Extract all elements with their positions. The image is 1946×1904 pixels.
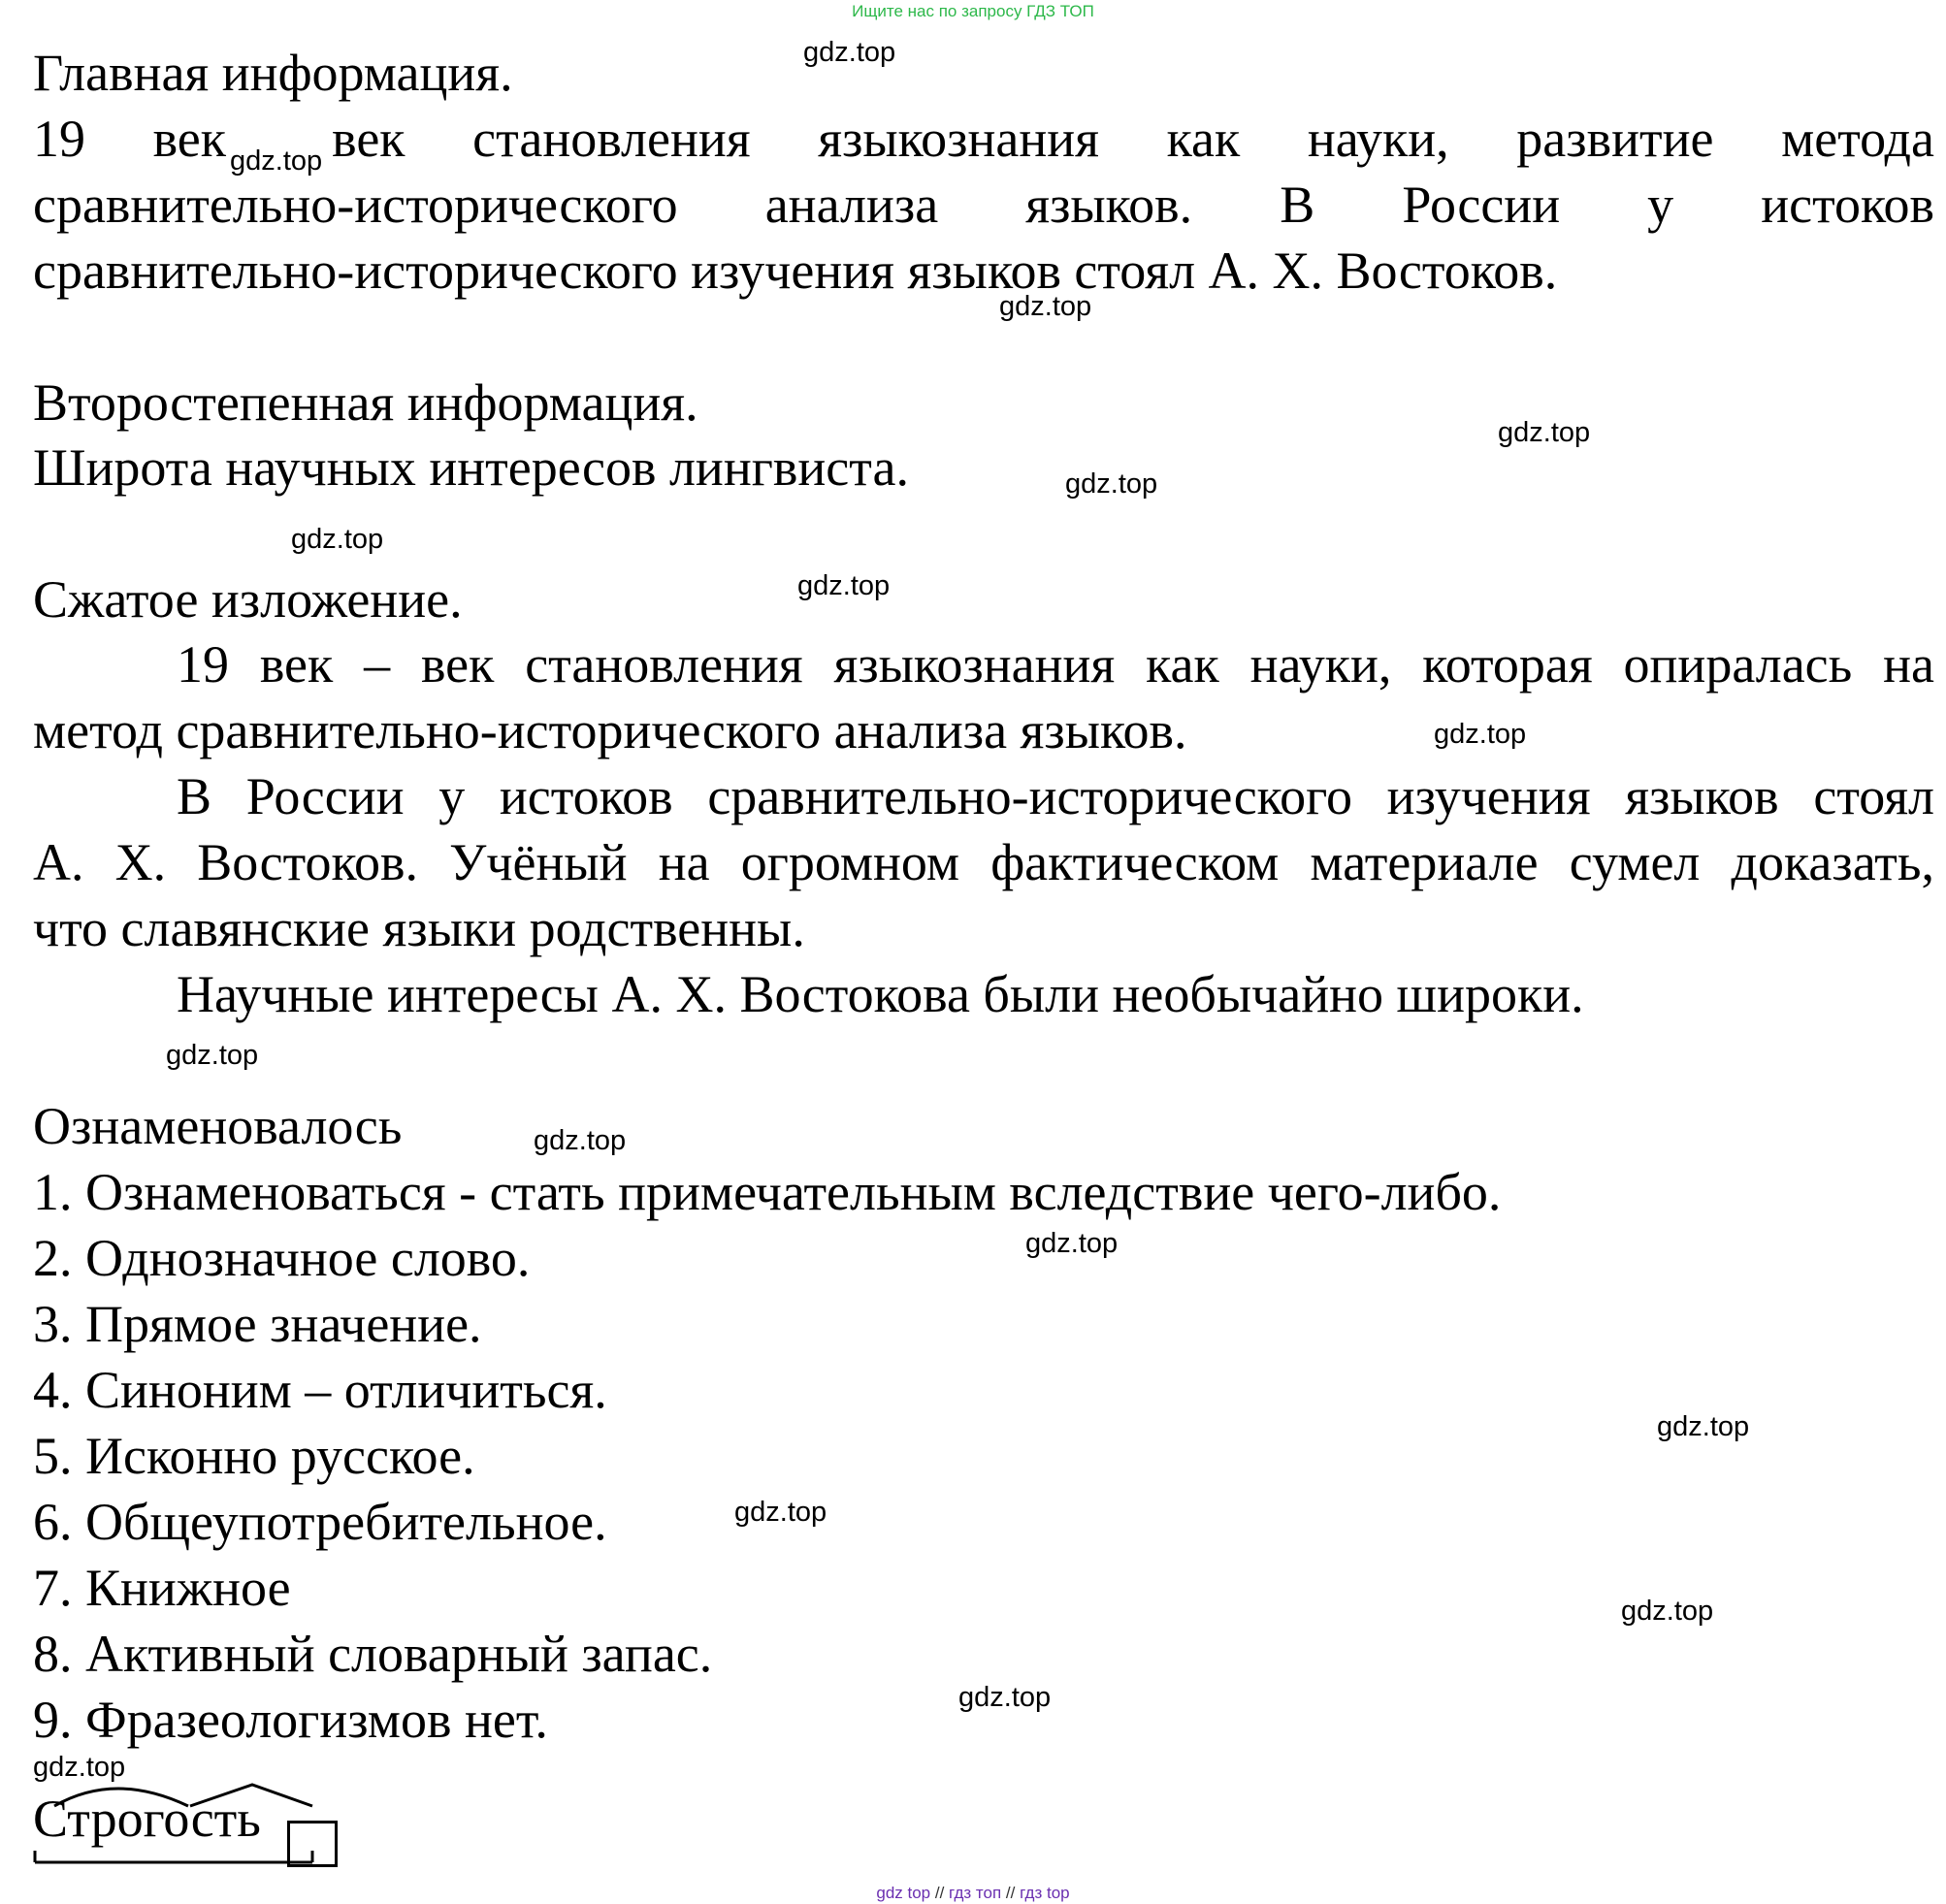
summary-p2-line-3: что славянские языки родственны. [33,899,805,957]
zero-ending-box [287,1821,338,1867]
main-info-line-1-rest: век становления языкознания как науки, развитие метода [332,110,1934,168]
footer-link-2[interactable]: гдз топ [949,1884,1002,1902]
footer-link-1[interactable]: gdz top [876,1884,931,1902]
word-section-heading: Ознаменовалось [33,1097,403,1155]
watermark: gdz.top [166,1040,259,1071]
summary-p3-line-1: Научные интересы А. Х. Востокова были необычайно широки. [177,965,1584,1023]
secondary-info-text: Широта научных интересов лингвиста. [33,438,909,497]
watermark: gdz.top [33,1752,126,1783]
summary-heading: Сжатое изложение. [33,570,463,629]
watermark: gdz.top [1434,719,1527,750]
word-item-9: 9. Фразеологизмов нет. [33,1691,548,1749]
suffix-mark-icon [190,1785,312,1806]
main-info-line-2: сравнительно-исторического анализа языков. В России у истоков [33,176,1934,234]
word-item-3: 3. Прямое значение. [33,1295,482,1353]
footer-separator: // [934,1884,945,1902]
watermark: gdz.top [1025,1228,1119,1259]
word-item-1: 1. Ознаменоваться - стать примечательным вследствие чего-либо. [33,1163,1502,1221]
footer-separator: // [1005,1884,1016,1902]
top-banner-text[interactable]: Ищите нас по запросу ГДЗ ТОП [852,2,1094,20]
footer-links [0,1884,1946,1903]
main-info-line-1 [33,110,1934,177]
summary-p2-line-1: В России у истоков сравнительно-исторического изучения языков стоял [177,767,1934,825]
watermark: gdz.top [1621,1596,1714,1627]
watermark: gdz.top [797,570,891,601]
summary-p2-line-2: А. Х. Востоков. Учёный на огромном фактическом материале сумел доказать, [33,833,1934,891]
footer-link-3[interactable]: гдз top [1020,1884,1070,1902]
analyzed-word: Строгость [33,1790,261,1848]
main-info-line-3: сравнительно-исторического изучения языков стоял А. Х. Востоков. [33,242,1558,300]
watermark: gdz.top [1498,417,1591,448]
watermark: gdz.top [291,524,384,555]
word-item-6: 6. Общеупотребительное. [33,1493,607,1551]
main-info-heading: Главная информация. [33,44,513,102]
top-banner[interactable] [0,2,1946,21]
word-item-8: 8. Активный словарный запас. [33,1625,713,1683]
watermark: gdz.top [1657,1411,1750,1442]
word-morpheme-analysis [33,1790,261,1848]
summary-p1-line-1: 19 век – век становления языкознания как науки, которая опиралась на [177,635,1934,694]
root-arc-icon [54,1789,188,1806]
word-item-7: 7. Книжное [33,1559,291,1617]
watermark: gdz.top [1065,468,1158,500]
watermark: gdz.top [734,1497,827,1528]
main-info-line-1-start: 19 век [33,110,227,168]
word-item-5: 5. Исконно русское. [33,1427,475,1485]
watermark-inline: gdz.top [230,145,323,177]
watermark: gdz.top [803,37,896,68]
watermark: gdz.top [958,1682,1052,1713]
watermark: gdz.top [534,1125,627,1156]
word-item-2: 2. Однозначное слово. [33,1229,531,1287]
summary-p1-line-2: метод сравнительно-исторического анализа языков. [33,701,1187,759]
watermark: gdz.top [999,291,1092,322]
word-item-4: 4. Синоним – отличиться. [33,1361,607,1419]
morpheme-marks-icon [33,1771,324,1878]
secondary-info-heading: Второстепенная информация. [33,373,698,432]
